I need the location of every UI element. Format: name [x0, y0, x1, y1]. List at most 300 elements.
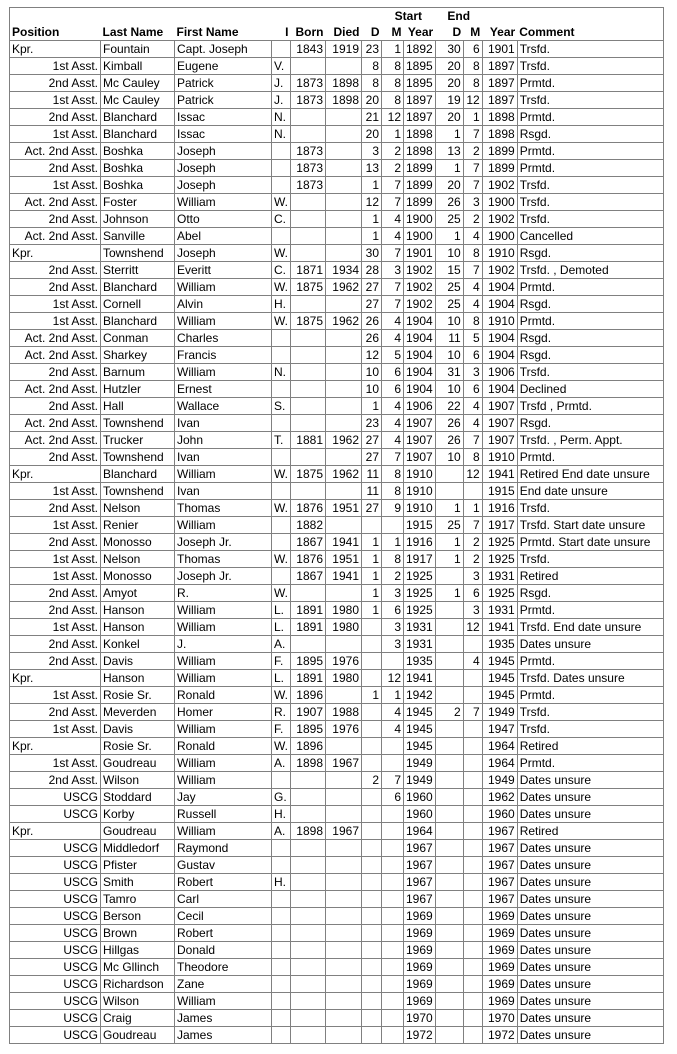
cell-first-name: Alvin	[175, 296, 272, 313]
cell-start-month: 7	[382, 296, 404, 313]
cell-end-month	[463, 789, 482, 806]
cell-start-year: 1898	[404, 143, 436, 160]
cell-start-month: 4	[382, 211, 404, 228]
cell-last-name: Blanchard	[101, 279, 175, 296]
col-header-first-name: First Name	[175, 24, 272, 41]
cell-position: USCG	[10, 908, 101, 925]
cell-born	[291, 891, 326, 908]
cell-died	[326, 517, 362, 534]
cell-start-day: 27	[362, 432, 382, 449]
cell-first-name: Ronald	[175, 738, 272, 755]
column-header-row	[10, 24, 664, 41]
cell-position: 2nd Asst.	[10, 500, 101, 517]
cell-end-year: 1910	[482, 245, 517, 262]
cell-first-name: Jay	[175, 789, 272, 806]
cell-start-day	[362, 874, 382, 891]
cell-died	[326, 687, 362, 704]
cell-start-month: 8	[382, 551, 404, 568]
cell-born: 1873	[291, 143, 326, 160]
cell-born: 1875	[291, 279, 326, 296]
cell-born: 1867	[291, 534, 326, 551]
cell-born	[291, 398, 326, 415]
cell-last-name: Mc Gllinch	[101, 959, 175, 976]
cell-first-name: Joseph Jr.	[175, 534, 272, 551]
cell-start-year: 1969	[404, 976, 436, 993]
cell-end-year: 1904	[482, 381, 517, 398]
table-row	[10, 415, 664, 432]
table-row	[10, 109, 664, 126]
cell-initial	[272, 925, 291, 942]
cell-end-day: 1	[435, 534, 463, 551]
cell-end-year: 1967	[482, 891, 517, 908]
cell-comment: Trsfd. , Perm. Appt.	[517, 432, 663, 449]
cell-born: 1873	[291, 75, 326, 92]
cell-start-year: 1910	[404, 466, 436, 483]
cell-start-month: 7	[382, 177, 404, 194]
cell-start-year: 1935	[404, 653, 436, 670]
cell-first-name: William	[175, 670, 272, 687]
cell-first-name: Robert	[175, 874, 272, 891]
cell-end-day: 20	[435, 177, 463, 194]
cell-born	[291, 330, 326, 347]
cell-start-year: 1895	[404, 58, 436, 75]
cell-position: USCG	[10, 840, 101, 857]
cell-last-name: Foster	[101, 194, 175, 211]
cell-start-year: 1941	[404, 670, 436, 687]
cell-comment: Prmtd.	[517, 143, 663, 160]
cell-comment: Trsfd.	[517, 721, 663, 738]
cell-end-year: 1931	[482, 568, 517, 585]
cell-first-name: Raymond	[175, 840, 272, 857]
cell-position: 2nd Asst.	[10, 398, 101, 415]
cell-end-day: 26	[435, 415, 463, 432]
cell-position: 2nd Asst.	[10, 772, 101, 789]
cell-start-year: 1972	[404, 1027, 436, 1044]
cell-last-name: Boshka	[101, 177, 175, 194]
cell-start-year: 1899	[404, 160, 436, 177]
cell-end-month	[463, 908, 482, 925]
cell-end-month	[463, 721, 482, 738]
cell-start-month: 8	[382, 58, 404, 75]
cell-last-name: Pfister	[101, 857, 175, 874]
table-row	[10, 279, 664, 296]
cell-died	[326, 1010, 362, 1027]
cell-died	[326, 296, 362, 313]
cell-start-year: 1969	[404, 959, 436, 976]
cell-born	[291, 381, 326, 398]
cell-start-year: 1967	[404, 874, 436, 891]
cell-initial: H.	[272, 296, 291, 313]
cell-comment: Declined	[517, 381, 663, 398]
cell-initial	[272, 534, 291, 551]
cell-end-month: 5	[463, 330, 482, 347]
cell-end-year: 1901	[482, 41, 517, 58]
cell-last-name: Hillgas	[101, 942, 175, 959]
cell-end-year: 1904	[482, 296, 517, 313]
cell-end-day	[435, 619, 463, 636]
cell-start-year: 1900	[404, 228, 436, 245]
header-blank-cell	[517, 8, 663, 25]
cell-start-month: 2	[382, 568, 404, 585]
cell-start-day: 1	[362, 398, 382, 415]
cell-comment: Dates unsure	[517, 772, 663, 789]
cell-end-month: 1	[463, 500, 482, 517]
cell-initial: A.	[272, 823, 291, 840]
cell-position: USCG	[10, 942, 101, 959]
cell-start-year: 1895	[404, 75, 436, 92]
table-row	[10, 500, 664, 517]
cell-last-name: Boshka	[101, 143, 175, 160]
cell-start-month: 7	[382, 772, 404, 789]
cell-born: 1875	[291, 466, 326, 483]
cell-position: 1st Asst.	[10, 483, 101, 500]
cell-end-year: 1899	[482, 143, 517, 160]
cell-end-day	[435, 670, 463, 687]
cell-initial: H.	[272, 806, 291, 823]
cell-comment: Dates unsure	[517, 806, 663, 823]
cell-last-name: Goudreau	[101, 823, 175, 840]
cell-end-year: 1900	[482, 194, 517, 211]
cell-start-month: 1	[382, 687, 404, 704]
cell-start-year: 1967	[404, 840, 436, 857]
cell-born: 1898	[291, 823, 326, 840]
cell-end-month	[463, 483, 482, 500]
cell-end-month: 8	[463, 75, 482, 92]
cell-end-year: 1907	[482, 432, 517, 449]
cell-born	[291, 296, 326, 313]
cell-initial: C.	[272, 262, 291, 279]
cell-start-year: 1931	[404, 619, 436, 636]
cell-comment: Prmtd.	[517, 279, 663, 296]
cell-end-month	[463, 959, 482, 976]
cell-end-day: 25	[435, 211, 463, 228]
cell-start-year: 1907	[404, 449, 436, 466]
cell-end-day: 31	[435, 364, 463, 381]
cell-initial: A.	[272, 755, 291, 772]
cell-comment: Trsfd.	[517, 704, 663, 721]
cell-end-year: 1925	[482, 534, 517, 551]
cell-start-day	[362, 517, 382, 534]
cell-born	[291, 126, 326, 143]
cell-born: 1891	[291, 619, 326, 636]
cell-end-year: 1967	[482, 857, 517, 874]
cell-end-month	[463, 806, 482, 823]
table-row	[10, 857, 664, 874]
table-row	[10, 908, 664, 925]
cell-born	[291, 874, 326, 891]
cell-initial: V.	[272, 58, 291, 75]
cell-end-month	[463, 636, 482, 653]
cell-position: 1st Asst.	[10, 313, 101, 330]
cell-start-day: 10	[362, 364, 382, 381]
cell-end-month: 2	[463, 534, 482, 551]
cell-last-name: Berson	[101, 908, 175, 925]
cell-last-name: Cornell	[101, 296, 175, 313]
cell-comment: Dates unsure	[517, 993, 663, 1010]
cell-comment: Dates unsure	[517, 959, 663, 976]
cell-start-day	[362, 823, 382, 840]
cell-born	[291, 925, 326, 942]
cell-start-day	[362, 789, 382, 806]
cell-start-day: 1	[362, 585, 382, 602]
cell-end-month	[463, 874, 482, 891]
cell-comment: Rsgd.	[517, 296, 663, 313]
cell-first-name: Issac	[175, 126, 272, 143]
cell-end-day	[435, 1027, 463, 1044]
cell-born: 1873	[291, 92, 326, 109]
table-row	[10, 143, 664, 160]
cell-end-month: 8	[463, 245, 482, 262]
cell-first-name: Joseph	[175, 143, 272, 160]
cell-first-name: Cecil	[175, 908, 272, 925]
cell-start-year: 1907	[404, 415, 436, 432]
cell-died	[326, 228, 362, 245]
table-row	[10, 925, 664, 942]
cell-position: 2nd Asst.	[10, 211, 101, 228]
cell-end-day: 10	[435, 449, 463, 466]
cell-start-year: 1949	[404, 772, 436, 789]
cell-end-month	[463, 976, 482, 993]
cell-start-month: 5	[382, 347, 404, 364]
cell-initial	[272, 772, 291, 789]
cell-initial: C.	[272, 211, 291, 228]
cell-end-day	[435, 755, 463, 772]
cell-position: 2nd Asst.	[10, 364, 101, 381]
cell-start-year: 1904	[404, 364, 436, 381]
cell-start-day: 1	[362, 177, 382, 194]
cell-position: Kpr.	[10, 823, 101, 840]
cell-end-day: 13	[435, 143, 463, 160]
cell-last-name: Goudreau	[101, 1027, 175, 1044]
cell-last-name: Townshend	[101, 483, 175, 500]
cell-end-year: 1962	[482, 789, 517, 806]
cell-start-year: 1904	[404, 313, 436, 330]
cell-end-year: 1897	[482, 75, 517, 92]
table-row	[10, 58, 664, 75]
cell-first-name: William	[175, 466, 272, 483]
cell-died: 1898	[326, 75, 362, 92]
cell-comment: Dates unsure	[517, 857, 663, 874]
cell-initial: N.	[272, 109, 291, 126]
cell-end-month: 6	[463, 41, 482, 58]
cell-comment: Prmtd.	[517, 602, 663, 619]
cell-last-name: Davis	[101, 721, 175, 738]
cell-died: 1941	[326, 568, 362, 585]
cell-start-month: 12	[382, 109, 404, 126]
cell-start-day: 21	[362, 109, 382, 126]
cell-initial	[272, 568, 291, 585]
table-row	[10, 449, 664, 466]
cell-end-month: 7	[463, 704, 482, 721]
cell-end-year: 1897	[482, 92, 517, 109]
cell-first-name: Thomas	[175, 500, 272, 517]
cell-end-day	[435, 772, 463, 789]
cell-initial: W.	[272, 738, 291, 755]
cell-start-day: 12	[362, 347, 382, 364]
cell-start-year: 1907	[404, 432, 436, 449]
cell-born	[291, 109, 326, 126]
cell-comment: Dates unsure	[517, 874, 663, 891]
cell-initial	[272, 857, 291, 874]
cell-born	[291, 840, 326, 857]
cell-born	[291, 789, 326, 806]
cell-born	[291, 347, 326, 364]
cell-comment: Prmtd. Start date unsure	[517, 534, 663, 551]
cell-died: 1941	[326, 534, 362, 551]
cell-last-name: Amyot	[101, 585, 175, 602]
cell-position: Act. 2nd Asst.	[10, 330, 101, 347]
cell-start-year: 1967	[404, 891, 436, 908]
cell-initial	[272, 228, 291, 245]
cell-start-year: 1904	[404, 347, 436, 364]
col-header-end-day: D	[435, 24, 463, 41]
cell-start-month: 2	[382, 160, 404, 177]
cell-position: Act. 2nd Asst.	[10, 228, 101, 245]
cell-initial	[272, 415, 291, 432]
cell-start-year: 1897	[404, 109, 436, 126]
cell-position: 1st Asst.	[10, 755, 101, 772]
cell-comment: Retired End date unsure	[517, 466, 663, 483]
cell-last-name: Meverden	[101, 704, 175, 721]
cell-position: 1st Asst.	[10, 687, 101, 704]
cell-first-name: Thomas	[175, 551, 272, 568]
cell-initial: W.	[272, 466, 291, 483]
cell-start-day: 27	[362, 296, 382, 313]
cell-first-name: Ronald	[175, 687, 272, 704]
cell-died	[326, 993, 362, 1010]
cell-initial: W.	[272, 687, 291, 704]
table-row	[10, 313, 664, 330]
cell-end-year: 1945	[482, 670, 517, 687]
table-row	[10, 942, 664, 959]
cell-last-name: Blanchard	[101, 466, 175, 483]
cell-start-month: 7	[382, 194, 404, 211]
cell-first-name: Carl	[175, 891, 272, 908]
cell-end-day: 10	[435, 381, 463, 398]
cell-died	[326, 959, 362, 976]
cell-last-name: Blanchard	[101, 313, 175, 330]
cell-died	[326, 874, 362, 891]
cell-died: 1962	[326, 432, 362, 449]
cell-end-year: 1916	[482, 500, 517, 517]
cell-last-name: Hall	[101, 398, 175, 415]
cell-start-month	[382, 1010, 404, 1027]
cell-position: 2nd Asst.	[10, 279, 101, 296]
cell-first-name: Wallace	[175, 398, 272, 415]
cell-position: 1st Asst.	[10, 177, 101, 194]
cell-comment: Rsgd.	[517, 126, 663, 143]
cell-first-name: Everitt	[175, 262, 272, 279]
cell-end-day	[435, 857, 463, 874]
cell-initial: W.	[272, 551, 291, 568]
cell-initial: R.	[272, 704, 291, 721]
cell-born	[291, 908, 326, 925]
table-row	[10, 330, 664, 347]
cell-first-name: William	[175, 772, 272, 789]
cell-end-day: 20	[435, 75, 463, 92]
cell-comment: Dates unsure	[517, 976, 663, 993]
table-row	[10, 874, 664, 891]
cell-start-day	[362, 755, 382, 772]
cell-initial: L.	[272, 602, 291, 619]
cell-first-name: William	[175, 194, 272, 211]
cell-start-year: 1900	[404, 211, 436, 228]
cell-position: 1st Asst.	[10, 58, 101, 75]
cell-born	[291, 1010, 326, 1027]
cell-born	[291, 806, 326, 823]
cell-start-month: 8	[382, 466, 404, 483]
cell-died: 1967	[326, 823, 362, 840]
cell-comment: Trsfd.	[517, 92, 663, 109]
cell-position: Kpr.	[10, 466, 101, 483]
cell-start-day: 11	[362, 483, 382, 500]
cell-died	[326, 1027, 362, 1044]
cell-first-name: Ivan	[175, 415, 272, 432]
cell-end-year: 1906	[482, 364, 517, 381]
cell-start-month: 6	[382, 789, 404, 806]
cell-died	[326, 636, 362, 653]
cell-position: USCG	[10, 874, 101, 891]
cell-end-year: 1967	[482, 874, 517, 891]
cell-died	[326, 381, 362, 398]
cell-start-year: 1904	[404, 381, 436, 398]
cell-start-month: 9	[382, 500, 404, 517]
cell-start-day: 11	[362, 466, 382, 483]
cell-initial: S.	[272, 398, 291, 415]
cell-first-name: William	[175, 602, 272, 619]
cell-comment: Dates unsure	[517, 1010, 663, 1027]
cell-end-year: 1969	[482, 976, 517, 993]
cell-start-year: 1906	[404, 398, 436, 415]
cell-first-name: William	[175, 517, 272, 534]
keeper-roster-sheet	[9, 7, 664, 1044]
cell-end-day: 25	[435, 517, 463, 534]
cell-end-year: 1945	[482, 653, 517, 670]
cell-comment: Retired	[517, 568, 663, 585]
cell-initial: N.	[272, 126, 291, 143]
cell-born	[291, 228, 326, 245]
cell-position: 1st Asst.	[10, 126, 101, 143]
cell-end-day: 1	[435, 551, 463, 568]
cell-start-day: 1	[362, 551, 382, 568]
cell-end-day: 20	[435, 109, 463, 126]
cell-first-name: Ivan	[175, 483, 272, 500]
cell-start-month: 1	[382, 126, 404, 143]
cell-end-month: 12	[463, 466, 482, 483]
cell-comment: Prmtd.	[517, 653, 663, 670]
cell-last-name: Sterritt	[101, 262, 175, 279]
cell-start-month	[382, 908, 404, 925]
cell-start-month: 7	[382, 449, 404, 466]
cell-comment: Prmtd.	[517, 687, 663, 704]
table-row	[10, 772, 664, 789]
cell-end-day: 10	[435, 245, 463, 262]
cell-position: 2nd Asst.	[10, 704, 101, 721]
table-row	[10, 976, 664, 993]
cell-end-day: 1	[435, 500, 463, 517]
cell-end-month: 8	[463, 313, 482, 330]
table-row	[10, 602, 664, 619]
table-row	[10, 993, 664, 1010]
cell-start-day: 10	[362, 381, 382, 398]
cell-end-day	[435, 721, 463, 738]
cell-start-year: 1925	[404, 568, 436, 585]
cell-end-month: 8	[463, 449, 482, 466]
cell-initial	[272, 381, 291, 398]
table-row	[10, 75, 664, 92]
cell-position: Act. 2nd Asst.	[10, 143, 101, 160]
end-group-label: End	[435, 8, 482, 25]
